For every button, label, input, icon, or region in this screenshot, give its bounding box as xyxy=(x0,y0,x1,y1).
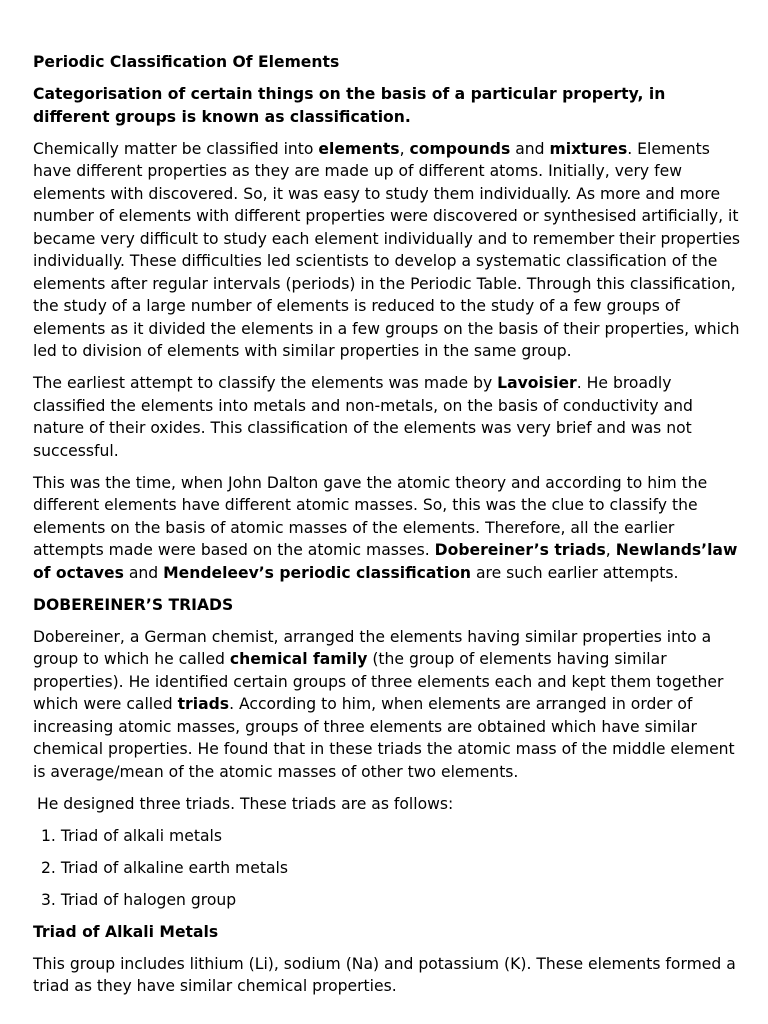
text-run: . Elements have different properties as they are made up of different atoms. Initially, very few elements with discovered. So, it was easy to study them individually. As more and more number of elements with different properties were discovered or synthesised artificially, it became very difficult to study each element individually and to remember their properties individually. These difficulties led scientists to develop a systematic classification of the elements after regular intervals (periods) in the Periodic Table. Through this classification, the study of a large number of elements is reduced to the study of a few groups of elements as it divided the elements in a few groups on the basis of their properties, which led to division of elements with similar properties in the same group. xyxy=(33,139,741,360)
paragraph-alkali-metals: This group includes lithium (Li), sodium (Na) and potassium (K). These elements formed a triad as they have similar chemical properties. xyxy=(33,954,736,995)
text-run: are such earlier attempts. xyxy=(471,563,679,582)
paragraph-three-triads: He designed three triads. These triads are as follows: xyxy=(37,794,454,813)
paragraph-dobereiner xyxy=(33,626,742,784)
bold-term-newlands-law: Newlands’law of octaves xyxy=(33,541,738,582)
list-text: Triad of halogen group xyxy=(60,890,237,909)
bold-term-dobereiners-triads: Dobereiner’s triads xyxy=(434,541,606,559)
list-item xyxy=(33,825,742,848)
text-run: , xyxy=(605,541,616,559)
bold-term-mixtures: mixtures xyxy=(549,139,628,158)
text-run: , xyxy=(399,139,410,158)
bold-term-lavoisier: Lavoisier xyxy=(497,374,577,392)
text-run: Dobereiner, a German chemist, arranged the elements having similar properties into a group to which he called xyxy=(33,627,712,668)
paragraph-dalton xyxy=(33,472,742,585)
text-run: (the group of elements having similar properties). He identified certain groups of three elements each and kept them together which were called xyxy=(33,650,724,713)
bold-term-mendeleev: Mendeleev’s periodic classification xyxy=(163,563,472,582)
text-run: and xyxy=(510,139,550,158)
classification-definition: Categorisation of certain things on the basis of a particular property, in different groups is known as classification. xyxy=(33,85,666,126)
list-text: Triad of alkali metals xyxy=(60,826,222,845)
text-run: This was the time, when John Dalton gave the atomic theory and according to him the different elements have different atomic masses. So, this was the clue to classify the elements on the basis of atomic masses of the elements. Therefore, all the earlier attempts made were based on the atomic masses. xyxy=(33,473,708,559)
bold-term-triads: triads xyxy=(177,695,230,713)
bold-term-elements: elements xyxy=(318,139,400,158)
document-title: Periodic Classification Of Elements xyxy=(33,53,340,71)
paragraph-lavoisier xyxy=(33,372,742,462)
list-number: 2. xyxy=(41,858,56,877)
list-item xyxy=(33,889,742,912)
section-heading-dobereiners-triads: DOBEREINER’S TRIADS xyxy=(33,595,234,614)
text-run: and xyxy=(123,563,164,582)
text-run: . According to him, when elements are arranged in order of increasing atomic masses, groups of three elements are obtained which have similar chemical properties. He found that in these triads the atomic mass of the middle element is average/mean of the atomic masses of other two elements. xyxy=(33,695,735,781)
list-item xyxy=(33,857,742,880)
text-run: The earliest attempt to classify the elements was made by xyxy=(33,374,498,392)
list-number: 1. xyxy=(41,826,56,845)
list-text: Triad of alkaline earth metals xyxy=(60,858,288,877)
list-number: 3. xyxy=(41,890,56,909)
text-run: . He broadly classified the elements into metals and non-metals, on the basis of conductivity and nature of their oxides. This classification of the elements was very brief and was not successful. xyxy=(33,374,693,460)
section-heading-alkali-metals: Triad of Alkali Metals xyxy=(33,922,219,941)
bold-term-compounds: compounds xyxy=(409,139,511,158)
triad-list xyxy=(33,825,742,912)
bold-term-chemical-family: chemical family xyxy=(229,650,368,668)
paragraph-matter-classification xyxy=(33,138,742,363)
text-run: Chemically matter be classified into xyxy=(33,139,319,158)
